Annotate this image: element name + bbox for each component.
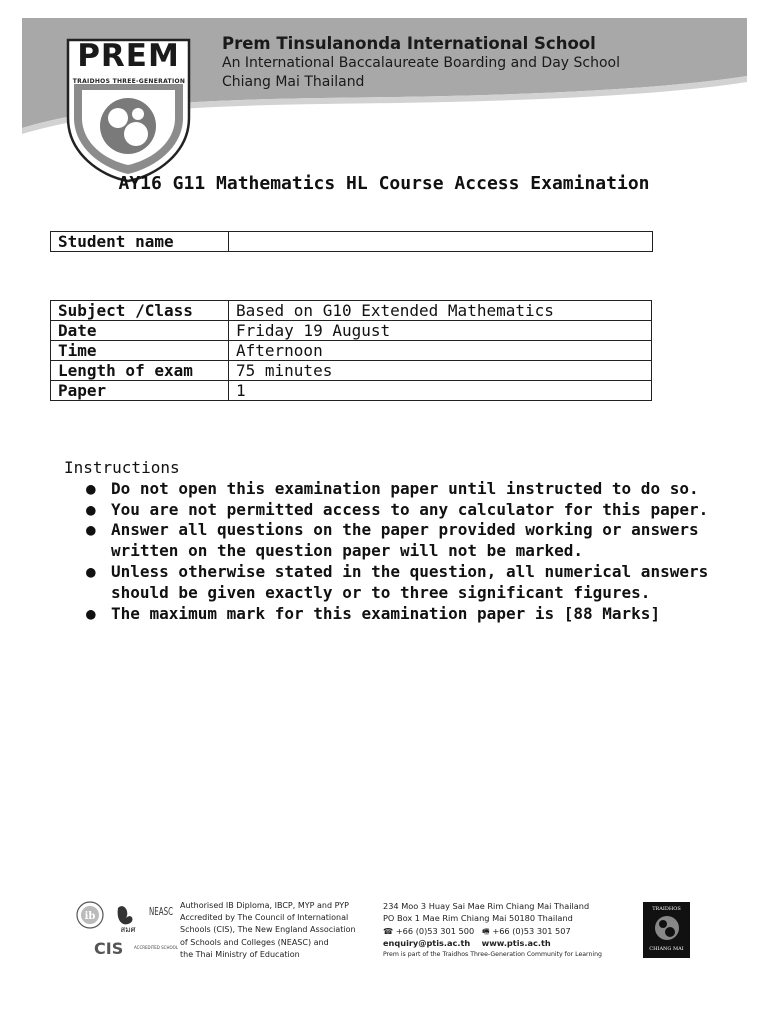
bullet-icon: ● [86,520,96,540]
list-item [64,479,754,500]
detail-value: Based on G10 Extended Mathematics [229,301,652,321]
detail-value: Friday 19 August [229,321,652,341]
detail-key: Time [51,341,229,361]
instructions-heading: Instructions [64,458,180,477]
list-item [64,604,754,625]
list-item [64,520,754,562]
school-location: Chiang Mai Thailand [222,74,365,90]
accreditation-text [180,900,370,961]
traidhos-logo [643,902,690,958]
school-description: An International Baccalaureate Boarding and Day School [222,55,621,71]
detail-key: Date [51,321,229,341]
address-line: 234 Moo 3 Huay Sai Mae Rim Chiang Mai Thailand [383,901,590,911]
detail-key: Length of exam [51,361,229,381]
traidhos-emblem-icon [652,912,682,944]
instructions-section [64,458,754,624]
list-item [64,562,754,604]
accreditation-line: Schools (CIS), The New England Association [180,925,356,935]
cis-accredited-text: ACCREDITED SCHOOL [134,945,179,950]
detail-value: Afternoon [229,341,652,361]
instruction-text: Unless otherwise stated in the question, all numerical answers should be given exactly or to three significant figures. [111,561,709,602]
thai-logo-text: สมศ [120,925,136,934]
traidhos-logo-top: TRAIDHOS [652,906,681,912]
phone-fax-line [383,925,643,937]
email-web-line [383,937,643,949]
exam-title: AY16 G11 Mathematics HL Course Access Examination [118,173,650,194]
table-row [51,301,652,321]
fax-icon: 🖷 [481,925,490,936]
exam-details-table [50,300,652,401]
address-line: PO Box 1 Mae Rim Chiang Mai 50180 Thailand [383,913,573,924]
accreditation-line: the Thai Ministry of Education [180,949,300,959]
student-name-field[interactable] [229,232,653,252]
accreditation-line: Accredited by The Council of International [180,913,349,923]
phone-icon: ☎ [383,925,394,936]
phone-number: +66 (0)53 301 500 [395,925,475,936]
bullet-icon: ● [86,561,96,581]
ib-logo-text: ib [84,911,96,922]
letterhead-header [22,18,747,168]
accreditation-line: Authorised IB Diploma, IBCP, MYP and PYP [180,901,349,910]
accreditation-logos-graphic [74,898,179,968]
cis-logo-text: CIS [94,939,124,958]
contact-block [383,900,643,961]
website-link[interactable]: www.ptis.ac.th [481,937,551,948]
table-row [51,381,652,401]
school-name: Prem Tinsulanonda International School [222,34,596,53]
school-crest-logo [66,38,191,183]
table-row [51,321,652,341]
neasc-logo-text: NEASC [149,905,174,918]
instruction-text: You are not permitted access to any calculator for this paper. [111,499,709,519]
fax-number: +66 (0)53 301 507 [492,925,571,936]
letterhead-footer [74,898,694,968]
crest-tagline: TRAIDHOS THREE-GENERATION [72,78,186,85]
table-row [51,361,652,381]
detail-value: 1 [229,381,652,401]
traidhos-logo-bottom: CHIANG MAI [649,946,684,952]
list-item [64,500,754,521]
instruction-text: The maximum mark for this examination paper is [88 Marks] [111,603,661,623]
student-name-table [50,231,653,252]
community-note: Prem is part of the Traidhos Three-Generation Community for Learning [383,951,602,959]
detail-key: Paper [51,381,229,401]
bullet-icon: ● [86,478,96,498]
accreditation-line: of Schools and Colleges (NEASC) and [180,937,329,947]
crest-wordmark: PREM [77,38,180,74]
bullet-icon: ● [86,603,96,623]
table-row [51,341,652,361]
instruction-text: Do not open this examination paper until instructed to do so. [111,478,699,498]
detail-value: 75 minutes [229,361,652,381]
accreditation-logos [74,898,179,968]
school-identity [222,34,620,92]
instructions-list [64,479,754,625]
bullet-icon: ● [86,499,96,519]
detail-key: Subject /Class [51,301,229,321]
instruction-text: Answer all questions on the paper provided working or answers written on the question paper will not be marked. [111,520,699,561]
email-link[interactable]: enquiry@ptis.ac.th [383,937,471,948]
student-name-label: Student name [51,232,229,252]
